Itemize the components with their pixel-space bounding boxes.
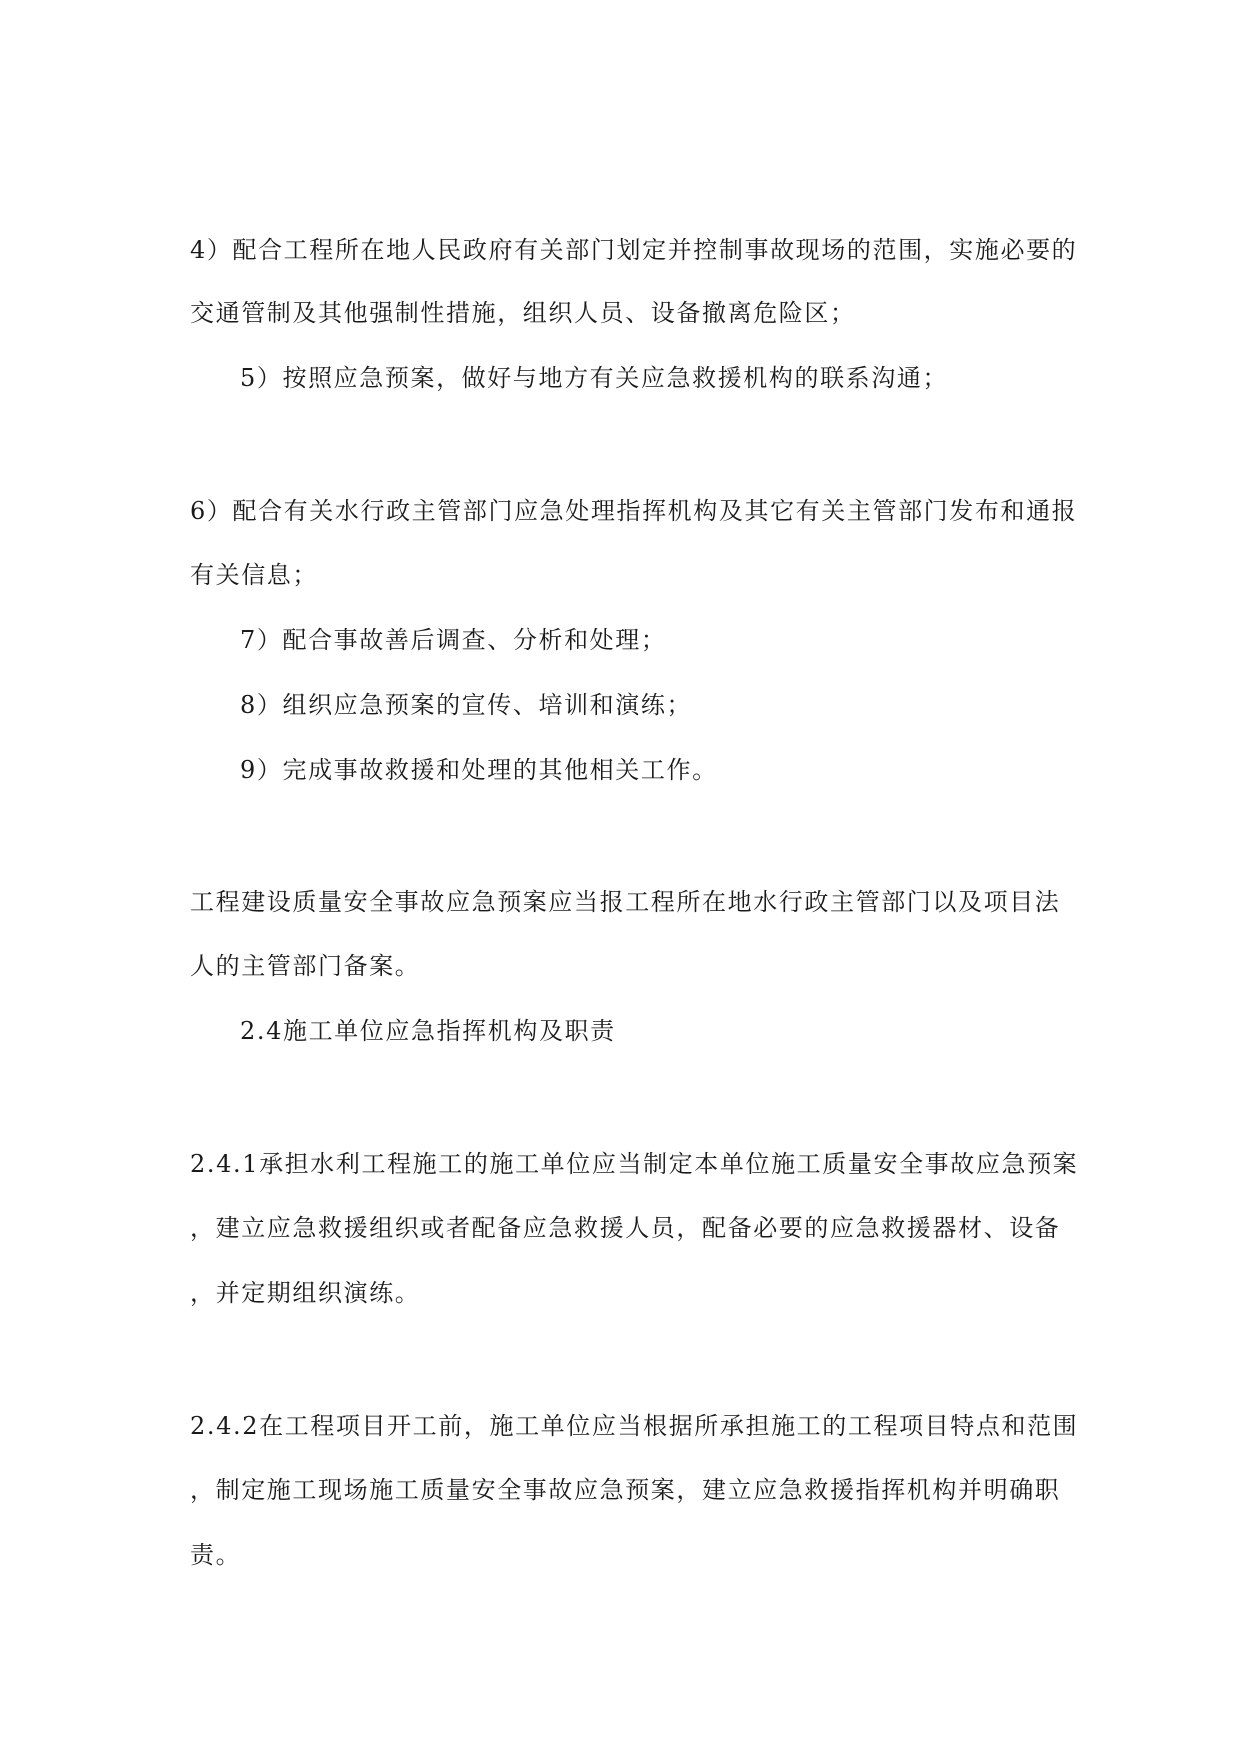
- paragraph-line: 9）完成事故救援和处理的其他相关工作。: [240, 756, 718, 784]
- paragraph-line: 工程建设质量安全事故应急预案应当报工程所在地水行政主管部门以及项目法: [190, 888, 1061, 916]
- paragraph-line: 2.4.2在工程项目开工前，施工单位应当根据所承担施工的工程项目特点和范围: [190, 1412, 1079, 1440]
- paragraph-line: 6）配合有关水行政主管部门应急处理指挥机构及其它有关主管部门发布和通报: [190, 497, 1078, 525]
- paragraph-line: 4）配合工程所在地人民政府有关部门划定并控制事故现场的范围，实施必要的: [190, 236, 1078, 264]
- paragraph-line: ，并定期组织演练。: [190, 1279, 421, 1307]
- paragraph-line: ，制定施工现场施工质量安全事故应急预案，建立应急救援指挥机构并明确职: [190, 1476, 1061, 1504]
- paragraph-line: 交通管制及其他强制性措施，组织人员、设备撤离危险区；: [190, 299, 856, 327]
- paragraph-line: 人的主管部门备案。: [190, 952, 421, 980]
- paragraph-line: ，建立应急救援组织或者配备应急救援人员，配备必要的应急救援器材、设备: [190, 1214, 1061, 1242]
- paragraph-line: 5）按照应急预案，做好与地方有关应急救援机构的联系沟通；: [240, 364, 949, 392]
- paragraph-line: 责。: [190, 1541, 242, 1569]
- paragraph-line: 有关信息；: [190, 561, 318, 589]
- paragraph-line: 8）组织应急预案的宣传、培训和演练；: [240, 691, 693, 719]
- paragraph-line: 7）配合事故善后调查、分析和处理；: [240, 626, 667, 654]
- paragraph-line: 2.4.1承担水利工程施工的施工单位应当制定本单位施工质量安全事故应急预案: [190, 1150, 1079, 1178]
- section-heading: 2.4施工单位应急指挥机构及职责: [240, 1017, 616, 1045]
